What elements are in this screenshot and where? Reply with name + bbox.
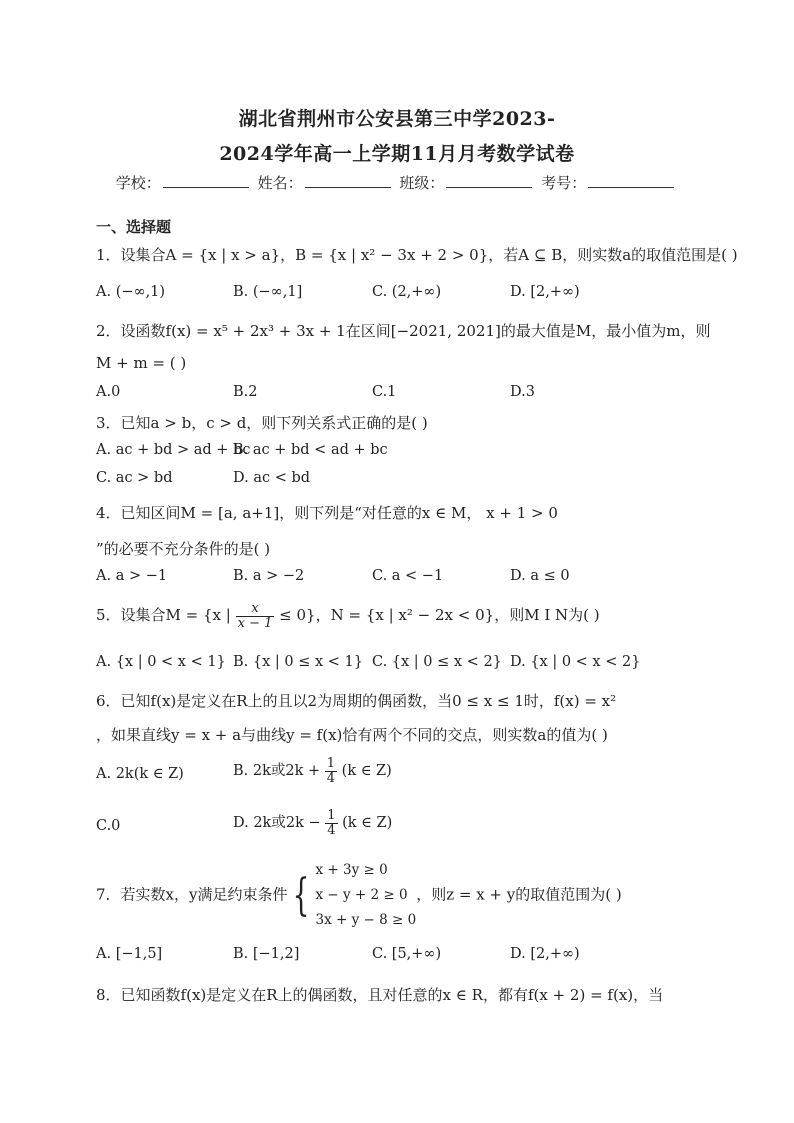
fraction-denominator: 4 — [327, 822, 336, 838]
option-d: D. [2,+∞) — [510, 284, 580, 300]
option-a: A. {x | 0 < x < 1} — [96, 654, 226, 670]
question-stem: 已知区间M = [a, a+1]，则下列是“对任意的x ∈ M， x + 1 > 0 — [120, 504, 558, 522]
fraction-numerator: 1 — [327, 807, 336, 823]
option-d: D. ac < bd — [233, 470, 311, 486]
class-label: 班级： — [399, 174, 445, 192]
option-d: D.3 — [510, 384, 535, 400]
name-blank — [305, 173, 391, 188]
question-number: 3． — [96, 414, 121, 432]
fraction-denominator: 4 — [326, 770, 336, 786]
question-number: 8． — [96, 986, 121, 1004]
option-c: C.1 — [372, 384, 397, 400]
option-b: B. [−1,2] — [233, 946, 300, 962]
option-c: C. (2,+∞) — [372, 284, 442, 300]
option-a: A. a > −1 — [96, 568, 168, 584]
option-d-text: D. 2k或2k − — [233, 815, 321, 831]
question-stem: 已知a > b，c > d，则下列关系式正确的是( ) — [120, 414, 428, 432]
option-a: A. 2k(k ∈ Z) — [96, 766, 184, 782]
fraction-numerator: 1 — [326, 755, 336, 771]
fraction-one-quarter — [325, 809, 337, 838]
fraction — [236, 602, 275, 631]
question-2-continued: M + m = ( ) — [96, 354, 187, 372]
question-stem: 设集合A = {x | x > a}，B = {x | x² − 3x + 2 > 0}，若A ⊆ B，则实数a的取值范围是( ) — [120, 246, 738, 264]
question-number: 4． — [96, 504, 121, 522]
question-6-continued: ，如果直线y = x + a与曲线y = f(x)恰有两个不同的交点，则实数a的值为( ) — [96, 726, 608, 744]
exam-number-blank — [588, 173, 674, 188]
question-stem-end: ≤ 0}，N = {x | x² − 2x < 0}，则M I N为( ) — [279, 606, 600, 624]
option-d: D. {x | 0 < x < 2} — [510, 654, 641, 670]
option-b — [233, 756, 392, 786]
question-stem-start: 设集合M = {x | — [120, 606, 231, 624]
option-b: B. a > −2 — [233, 568, 305, 584]
option-b: B. (−∞,1] — [233, 284, 303, 300]
fraction-numerator: x — [236, 602, 275, 617]
name-label: 姓名： — [257, 174, 303, 192]
exam-number-label: 考号： — [541, 174, 587, 192]
school-label: 学校： — [115, 174, 161, 192]
left-brace: { — [293, 869, 310, 921]
question-number: 2． — [96, 322, 121, 340]
option-b: B.2 — [233, 384, 258, 400]
section-title: 一、选择题 — [96, 218, 172, 236]
option-a: A.0 — [96, 384, 121, 400]
question-stem-start: 若实数x，y满足约束条件 — [120, 885, 288, 904]
question-8 — [96, 984, 663, 1005]
constraint-1: x + 3y ≥ 0 — [315, 862, 388, 878]
option-b-suffix: (k ∈ Z) — [341, 763, 392, 779]
constraint-2: x − y + 2 ≥ 0 — [315, 887, 408, 903]
question-4 — [96, 502, 558, 523]
constraint-3: 3x + y − 8 ≥ 0 — [315, 912, 417, 928]
question-stem: 已知f(x)是定义在R上的且以2为周期的偶函数，当0 ≤ x ≤ 1时，f(x) = x² — [120, 692, 617, 710]
option-a: A. (−∞,1) — [96, 284, 166, 300]
question-6 — [96, 690, 616, 711]
option-d: D. a ≤ 0 — [510, 568, 570, 584]
option-b: B. {x | 0 ≤ x < 1} — [233, 654, 363, 670]
option-c: C. [5,+∞) — [372, 946, 442, 962]
option-c: C. {x | 0 ≤ x < 2} — [372, 654, 502, 670]
question-number: 1． — [96, 246, 121, 264]
class-blank — [446, 173, 532, 188]
question-stem-end: ，则z = x + y的取值范围为( ) — [416, 885, 622, 904]
option-b: B. ac + bd < ad + bc — [233, 442, 388, 458]
option-d-suffix: (k ∈ Z) — [342, 815, 393, 831]
exam-title-line2: 2024学年高一上学期11月月考数学试卷 — [219, 143, 575, 165]
question-1 — [96, 244, 738, 265]
question-number: 7． — [96, 885, 121, 904]
fraction-denominator: x − 1 — [237, 615, 273, 631]
question-5 — [96, 598, 600, 632]
student-info-line — [0, 172, 794, 193]
school-blank — [163, 173, 249, 188]
option-a: A. ac + bd > ad + bc — [96, 442, 251, 458]
constraint-system — [315, 858, 416, 933]
question-7 — [96, 858, 622, 933]
option-c: C. a < −1 — [372, 568, 444, 584]
option-d — [233, 808, 392, 838]
option-c: C. ac > bd — [96, 470, 173, 486]
question-2 — [96, 320, 710, 341]
question-3 — [96, 412, 428, 433]
option-a: A. [−1,5] — [96, 946, 163, 962]
option-c: C.0 — [96, 818, 121, 834]
exam-title-line1: 湖北省荆州市公安县第三中学2023- — [238, 108, 556, 130]
question-number: 6． — [96, 692, 121, 710]
question-stem: 已知函数f(x)是定义在R上的偶函数，且对任意的x ∈ R，都有f(x + 2) = f(x)，当 — [120, 986, 664, 1004]
question-4-continued: ”的必要不充分条件的是( ) — [96, 540, 271, 558]
fraction-one-quarter — [325, 757, 337, 786]
option-d: D. [2,+∞) — [510, 946, 580, 962]
question-number: 5． — [96, 606, 121, 624]
question-stem: 设函数f(x) = x⁵ + 2x³ + 3x + 1在区间[−2021, 2021]的最大值是M，最小值为m，则 — [120, 322, 711, 340]
option-b-text: B. 2k或2k + — [233, 763, 321, 779]
